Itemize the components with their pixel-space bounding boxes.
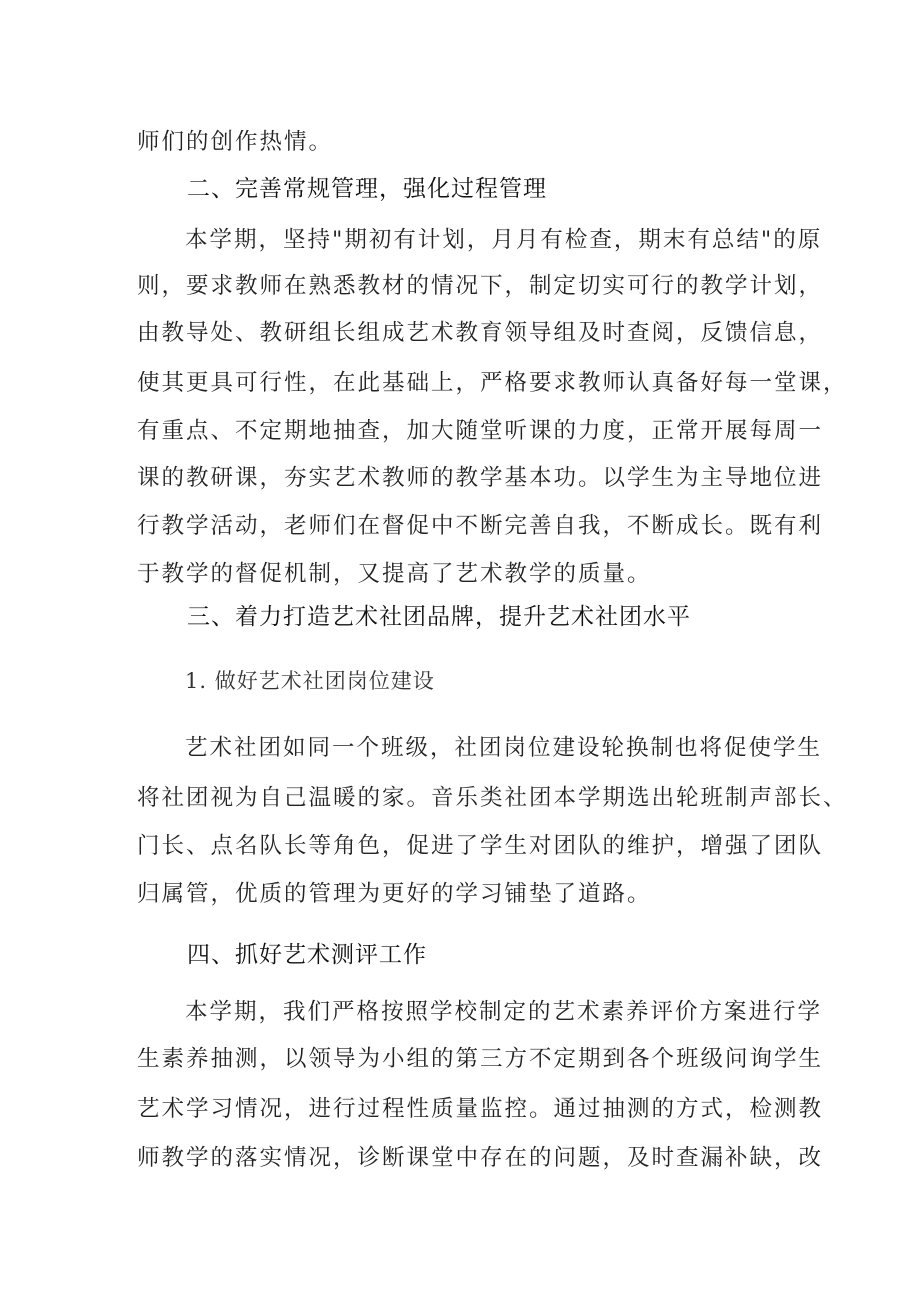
paragraph-line: 课的教研课，夯实艺术教师的教学基本功。以学生为主导地位进: [137, 465, 824, 491]
paragraph-line: 艺术社团如同一个班级，社团岗位建设轮换制也将促使学生: [185, 735, 823, 761]
paragraph-line: 行教学活动，老师们在督促中不断完善自我，不断成长。既有利: [137, 513, 824, 539]
paragraph-line: 师教学的落实情况，诊断课堂中存在的问题，及时查漏补缺，改: [137, 1145, 824, 1171]
paragraph-line: 有重点、不定期地抽查，加大随堂听课的力度，正常开展每周一: [137, 418, 824, 444]
section-heading-3: 三、着力打造艺术社团品牌，提升艺术社团水平: [187, 604, 691, 630]
section-heading-4: 四、抓好艺术测评工作: [187, 942, 427, 968]
paragraph-line: 由教导处、教研组长组成艺术教育领导组及时查阅，反馈信息，: [137, 320, 824, 346]
paragraph-line: 师们的创作热情。: [137, 129, 334, 155]
paragraph-line: 生素养抽测，以领导为小组的第三方不定期到各个班级问询学生: [137, 1046, 824, 1072]
paragraph-line: 归属管，优质的管理为更好的学习铺垫了道路。: [137, 881, 652, 907]
subsection-heading: 1. 做好艺术社团岗位建设: [185, 669, 435, 693]
paragraph-line: 于教学的督促机制，又提高了艺术教学的质量。: [137, 561, 652, 587]
paragraph-line: 门长、点名队长等角色，促进了学生对团队的维护，增强了团队: [137, 833, 824, 859]
paragraph-line: 使其更具可行性，在此基础上，严格要求教师认真备好每一堂课，: [137, 370, 848, 396]
paragraph-line: 将社团视为自己温暖的家。音乐类社团本学期选出轮班制声部长、: [137, 785, 848, 811]
paragraph-line: 本学期，我们严格按照学校制定的艺术素养评价方案进行学: [185, 999, 823, 1025]
paragraph-line: 则，要求教师在熟悉教材的情况下，制定切实可行的教学计划，: [137, 273, 824, 299]
section-heading-2: 二、完善常规管理，强化过程管理: [187, 176, 547, 202]
paragraph-line: 本学期，坚持"期初有计划，月月有检查，期末有总结"的原: [185, 227, 823, 253]
paragraph-line: 艺术学习情况，进行过程性质量监控。通过抽测的方式，检测教: [137, 1096, 824, 1122]
